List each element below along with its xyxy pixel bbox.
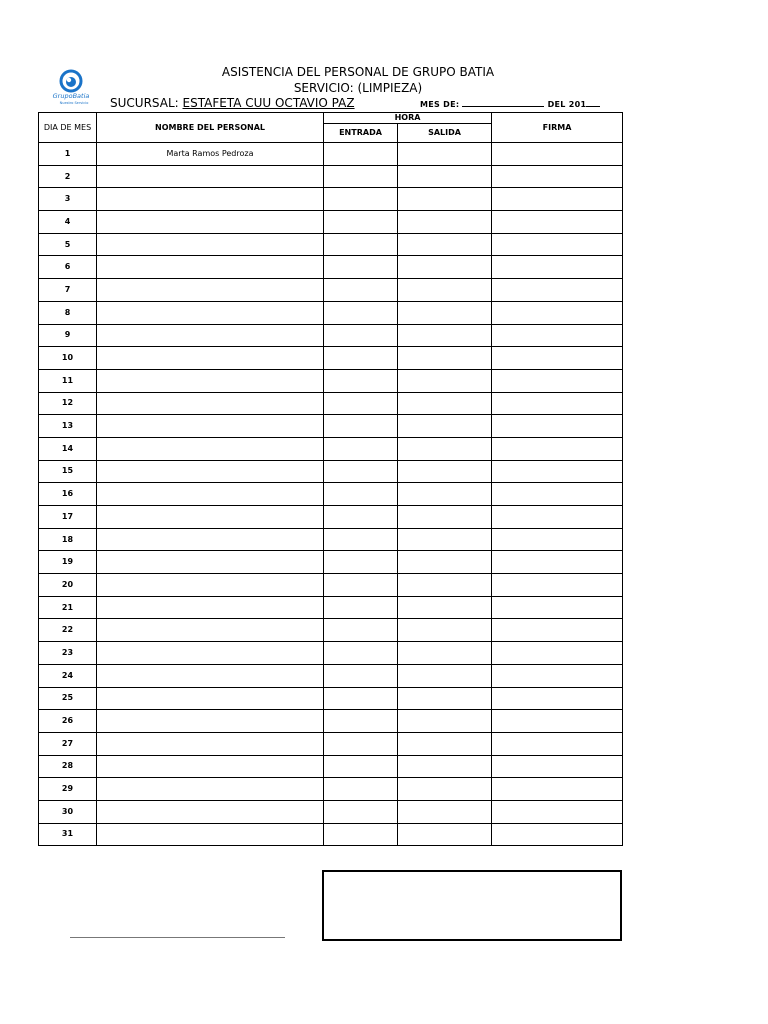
exit-cell[interactable] (398, 392, 492, 415)
exit-cell[interactable] (398, 710, 492, 733)
table-row (39, 460, 623, 483)
exit-cell[interactable] (398, 324, 492, 347)
name-cell[interactable] (97, 165, 324, 188)
entry-cell[interactable] (324, 211, 398, 234)
day-cell: 14 (39, 437, 97, 460)
exit-cell[interactable] (398, 528, 492, 551)
day-cell: 6 (39, 256, 97, 279)
day-cell: 15 (39, 460, 97, 483)
month-blank[interactable] (462, 98, 544, 107)
signature-cell[interactable] (492, 415, 623, 438)
table-row (39, 800, 623, 823)
exit-cell[interactable] (398, 800, 492, 823)
signature-cell[interactable] (492, 211, 623, 234)
name-cell[interactable] (97, 437, 324, 460)
name-cell[interactable] (97, 823, 324, 846)
entry-cell[interactable] (324, 687, 398, 710)
day-cell: 18 (39, 528, 97, 551)
signature-cell[interactable] (492, 778, 623, 801)
name-cell[interactable] (97, 324, 324, 347)
entry-cell[interactable] (324, 574, 398, 597)
exit-cell[interactable] (398, 165, 492, 188)
exit-cell[interactable] (398, 619, 492, 642)
day-cell: 2 (39, 165, 97, 188)
exit-cell[interactable] (398, 415, 492, 438)
signature-cell[interactable] (492, 574, 623, 597)
attendance-table (38, 112, 623, 846)
exit-cell[interactable] (398, 778, 492, 801)
entry-cell[interactable] (324, 143, 398, 166)
table-row (39, 301, 623, 324)
entry-cell[interactable] (324, 642, 398, 665)
day-cell: 12 (39, 392, 97, 415)
name-cell[interactable] (97, 755, 324, 778)
signature-cell[interactable] (492, 437, 623, 460)
day-cell: 25 (39, 687, 97, 710)
exit-cell[interactable] (398, 574, 492, 597)
table-row (39, 642, 623, 665)
day-cell: 26 (39, 710, 97, 733)
day-cell: 8 (39, 301, 97, 324)
signature-cell[interactable] (492, 143, 623, 166)
entry-cell[interactable] (324, 324, 398, 347)
signature-cell[interactable] (492, 642, 623, 665)
branch-line (110, 96, 355, 110)
day-cell: 5 (39, 233, 97, 256)
entry-cell[interactable] (324, 528, 398, 551)
signature-cell[interactable] (492, 483, 623, 506)
exit-cell[interactable] (398, 596, 492, 619)
day-cell: 4 (39, 211, 97, 234)
header-entry: ENTRADA (324, 124, 398, 143)
name-cell[interactable] (97, 664, 324, 687)
table-row (39, 528, 623, 551)
signature-line (70, 937, 285, 938)
header-day: DIA DE MES (39, 113, 97, 143)
table-row (39, 211, 623, 234)
signature-cell[interactable] (492, 823, 623, 846)
table-row (39, 755, 623, 778)
day-cell: 3 (39, 188, 97, 211)
signature-cell[interactable] (492, 233, 623, 256)
day-cell: 27 (39, 732, 97, 755)
exit-cell[interactable] (398, 755, 492, 778)
table-row (39, 710, 623, 733)
table-row (39, 596, 623, 619)
name-cell[interactable] (97, 369, 324, 392)
signature-cell[interactable] (492, 301, 623, 324)
entry-cell[interactable] (324, 347, 398, 370)
name-cell[interactable] (97, 732, 324, 755)
signature-cell[interactable] (492, 551, 623, 574)
day-cell: 30 (39, 800, 97, 823)
name-cell[interactable]: Marta Ramos Pedroza (97, 143, 324, 166)
signature-cell[interactable] (492, 165, 623, 188)
table-row (39, 778, 623, 801)
table-row (39, 619, 623, 642)
signature-box[interactable] (322, 870, 622, 941)
exit-cell[interactable] (398, 279, 492, 302)
signature-cell[interactable] (492, 324, 623, 347)
table-row (39, 664, 623, 687)
exit-cell[interactable] (398, 687, 492, 710)
day-cell: 28 (39, 755, 97, 778)
entry-cell[interactable] (324, 233, 398, 256)
name-cell[interactable] (97, 596, 324, 619)
name-cell[interactable] (97, 574, 324, 597)
year-blank[interactable] (586, 98, 600, 107)
day-cell: 1 (39, 143, 97, 166)
header-signature: FIRMA (492, 113, 623, 143)
exit-cell[interactable] (398, 732, 492, 755)
entry-cell[interactable] (324, 732, 398, 755)
signature-cell[interactable] (492, 755, 623, 778)
signature-cell[interactable] (492, 392, 623, 415)
day-cell: 21 (39, 596, 97, 619)
table-row (39, 165, 623, 188)
name-cell[interactable] (97, 211, 324, 234)
entry-cell[interactable] (324, 596, 398, 619)
entry-cell[interactable] (324, 551, 398, 574)
table-row (39, 347, 623, 370)
entry-cell[interactable] (324, 619, 398, 642)
entry-cell[interactable] (324, 256, 398, 279)
day-cell: 9 (39, 324, 97, 347)
name-cell[interactable] (97, 188, 324, 211)
table-row (39, 506, 623, 529)
exit-cell[interactable] (398, 460, 492, 483)
month-line (420, 98, 600, 109)
exit-cell[interactable] (398, 256, 492, 279)
day-cell: 17 (39, 506, 97, 529)
entry-cell[interactable] (324, 664, 398, 687)
svg-text:Nuestro Servicio: Nuestro Servicio (59, 101, 89, 105)
header-name: NOMBRE DEL PERSONAL (97, 113, 324, 143)
exit-cell[interactable] (398, 369, 492, 392)
name-cell[interactable] (97, 800, 324, 823)
name-cell[interactable] (97, 687, 324, 710)
signature-cell[interactable] (492, 619, 623, 642)
signature-cell[interactable] (492, 369, 623, 392)
branch-value: ESTAFETA CUU OCTAVIO PAZ (182, 96, 355, 110)
service-title: SERVICIO: (LIMPIEZA) (293, 81, 423, 95)
name-cell[interactable] (97, 642, 324, 665)
entry-cell[interactable] (324, 437, 398, 460)
day-cell: 29 (39, 778, 97, 801)
table-row (39, 574, 623, 597)
day-cell: 10 (39, 347, 97, 370)
year-label: DEL 201 (547, 100, 587, 109)
month-label: MES DE: (420, 100, 460, 109)
document-title: ASISTENCIA DEL PERSONAL DE GRUPO BATIA (221, 65, 495, 79)
day-cell: 24 (39, 664, 97, 687)
exit-cell[interactable] (398, 506, 492, 529)
branch-label: SUCURSAL: (110, 96, 179, 110)
name-cell[interactable] (97, 551, 324, 574)
table-row (39, 233, 623, 256)
exit-cell[interactable] (398, 483, 492, 506)
entry-cell[interactable] (324, 369, 398, 392)
entry-cell[interactable] (324, 800, 398, 823)
name-cell[interactable] (97, 778, 324, 801)
day-cell: 16 (39, 483, 97, 506)
exit-cell[interactable] (398, 642, 492, 665)
table-row (39, 823, 623, 846)
name-cell[interactable] (97, 233, 324, 256)
signature-cell[interactable] (492, 710, 623, 733)
entry-cell[interactable] (324, 506, 398, 529)
entry-cell[interactable] (324, 301, 398, 324)
table-row (39, 687, 623, 710)
signature-cell[interactable] (492, 347, 623, 370)
signature-cell[interactable] (492, 506, 623, 529)
day-cell: 13 (39, 415, 97, 438)
day-cell: 11 (39, 369, 97, 392)
table-row (39, 324, 623, 347)
day-cell: 22 (39, 619, 97, 642)
signature-cell[interactable] (492, 664, 623, 687)
day-cell: 23 (39, 642, 97, 665)
table-row (39, 415, 623, 438)
entry-cell[interactable] (324, 483, 398, 506)
entry-cell[interactable] (324, 279, 398, 302)
name-cell[interactable] (97, 415, 324, 438)
name-cell[interactable] (97, 483, 324, 506)
day-cell: 31 (39, 823, 97, 846)
table-row (39, 483, 623, 506)
exit-cell[interactable] (398, 301, 492, 324)
exit-cell[interactable] (398, 211, 492, 234)
name-cell[interactable] (97, 256, 324, 279)
name-cell[interactable] (97, 506, 324, 529)
name-cell[interactable] (97, 528, 324, 551)
name-cell[interactable] (97, 392, 324, 415)
signature-cell[interactable] (492, 687, 623, 710)
signature-cell[interactable] (492, 188, 623, 211)
table-row (39, 188, 623, 211)
entry-cell[interactable] (324, 415, 398, 438)
table-row (39, 551, 623, 574)
exit-cell[interactable] (398, 143, 492, 166)
signature-cell[interactable] (492, 528, 623, 551)
header-exit: SALIDA (398, 124, 492, 143)
day-cell: 20 (39, 574, 97, 597)
table-row (39, 279, 623, 302)
table-row (39, 732, 623, 755)
entry-cell[interactable] (324, 823, 398, 846)
entry-cell[interactable] (324, 710, 398, 733)
day-cell: 19 (39, 551, 97, 574)
name-cell[interactable] (97, 279, 324, 302)
exit-cell[interactable] (398, 551, 492, 574)
exit-cell[interactable] (398, 233, 492, 256)
signature-cell[interactable] (492, 460, 623, 483)
exit-cell[interactable] (398, 437, 492, 460)
signature-cell[interactable] (492, 279, 623, 302)
entry-cell[interactable] (324, 460, 398, 483)
header-hour: HORA (324, 113, 492, 124)
signature-cell[interactable] (492, 256, 623, 279)
day-cell: 7 (39, 279, 97, 302)
signature-cell[interactable] (492, 732, 623, 755)
table-row (39, 437, 623, 460)
entry-cell[interactable] (324, 188, 398, 211)
entry-cell[interactable] (324, 778, 398, 801)
entry-cell[interactable] (324, 392, 398, 415)
entry-cell[interactable] (324, 165, 398, 188)
name-cell[interactable] (97, 460, 324, 483)
name-cell[interactable] (97, 619, 324, 642)
signature-cell[interactable] (492, 596, 623, 619)
table-row (39, 143, 623, 166)
svg-text:GrupoBatia: GrupoBatia (52, 92, 90, 100)
name-cell[interactable] (97, 347, 324, 370)
signature-cell[interactable] (492, 800, 623, 823)
exit-cell[interactable] (398, 823, 492, 846)
table-row (39, 256, 623, 279)
name-cell[interactable] (97, 710, 324, 733)
table-row (39, 369, 623, 392)
entry-cell[interactable] (324, 755, 398, 778)
name-cell[interactable] (97, 301, 324, 324)
table-row (39, 392, 623, 415)
exit-cell[interactable] (398, 664, 492, 687)
exit-cell[interactable] (398, 188, 492, 211)
exit-cell[interactable] (398, 347, 492, 370)
